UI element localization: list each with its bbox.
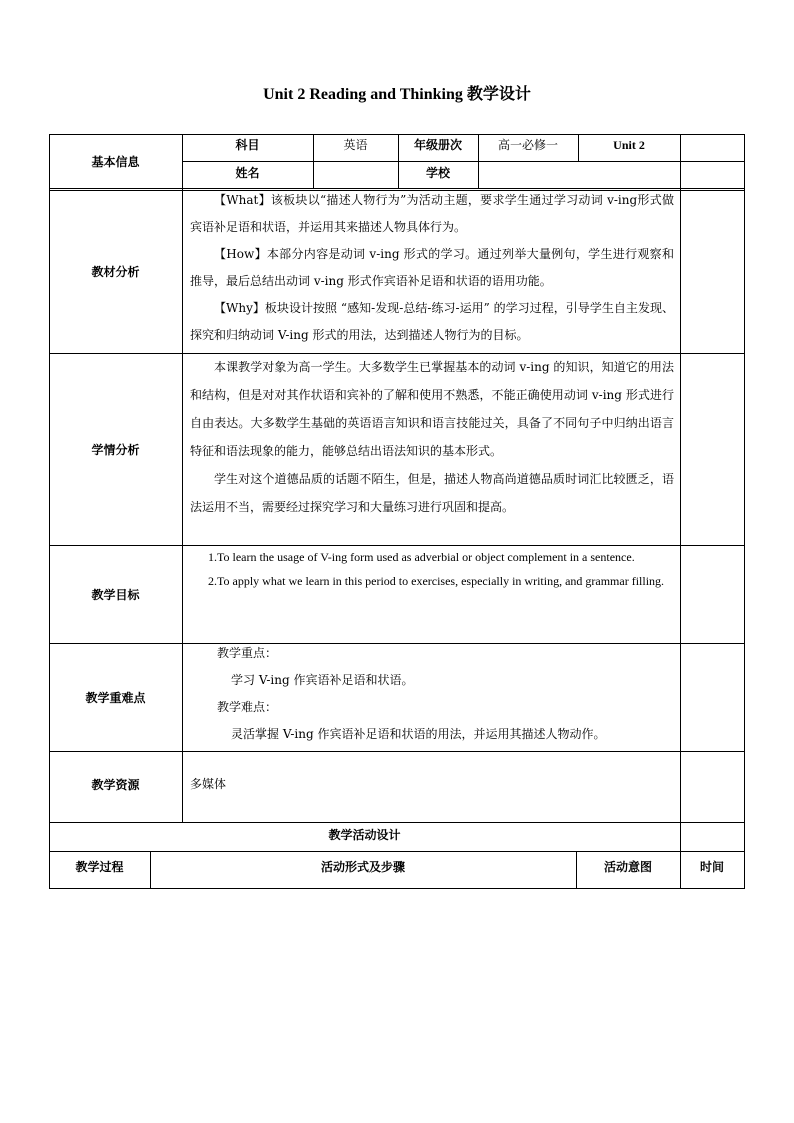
col-time: 时间 (699, 859, 724, 874)
activity-design-label: 教学活动设计 (328, 828, 401, 842)
grade-value: 高一必修一 (497, 137, 558, 152)
rule (49, 888, 745, 889)
col-steps: 活动形式及步骤 (320, 859, 405, 874)
student-analysis-label: 学情分析 (91, 442, 140, 457)
name-label: 姓名 (235, 165, 260, 180)
objective-1: 1.To learn the usage of V-ing form used as adverbial or object complement in a sentence. (208, 550, 635, 564)
unit-value: Unit 2 (613, 137, 645, 152)
analysis-why: 【Why】板块设计按照 “感知-发现-总结-练习-运用” 的学习过程，引导学生自主发现、探究和归纳动词 V-ing 形式的用法，达到描述人物行为的目标。 (190, 301, 674, 342)
textbook-analysis-label: 教材分析 (91, 265, 140, 279)
resources-label: 教学资源 (91, 778, 140, 792)
key-points-label: 教学重难点 (85, 690, 146, 705)
subject-label: 科目 (235, 137, 260, 152)
difficult-title: 教学难点： (217, 700, 278, 714)
basic-info-label: 基本信息 (91, 155, 140, 169)
rule (182, 134, 183, 822)
key-title: 教学重点： (217, 646, 278, 660)
key-points-content (190, 640, 674, 748)
difficult-text: 灵活掌握 V-ing 作宾语补足语和状语的用法，并运用其描述人物动作。 (231, 727, 606, 741)
objectives-content (190, 545, 674, 593)
analysis-what: 【What】该板块以“描述人物行为”为活动主题，要求学生通过学习动词 v-ing形式做宾语补足语和状语，并运用其来描述人物具体行为。 (190, 193, 674, 234)
objective-2: 2.To apply what we learn in this period to exercises, especially in writing, and grammar filling. (208, 574, 665, 588)
student-analysis-content (190, 353, 674, 521)
rule (744, 134, 745, 889)
grade-label: 年级册次 (413, 137, 462, 152)
student-para-2: 学生对这个道德品质的话题不陌生，但是，描述人物高尚道德品质时词汇比较匮乏，语法运用不当，需要经过探究学习和大量练习进行巩固和提高。 (190, 472, 674, 514)
page-title: Unit 2 Reading and Thinking 教学设计 (263, 86, 531, 103)
school-label: 学校 (425, 165, 450, 180)
objectives-label: 教学目标 (91, 587, 140, 602)
resources-value: 多媒体 (190, 777, 227, 791)
student-para-1: 本课教学对象为高一学生。大多数学生已掌握基本的动词 v-ing 的知识，知道它的用法和结构，但是对对其作状语和宾补的了解和使用不熟悉，不能正确使用动词 v-ing 形式进行自由表达。大多数学生基础的英语语言知识和语言技能过关，具备了不同句子中归纳出语言特征和语法现象的能力，能够总结出语法知识的基本形式。 (190, 360, 674, 458)
col-intent: 活动意图 (603, 859, 652, 874)
col-process: 教学过程 (75, 859, 124, 874)
textbook-analysis-content (190, 187, 674, 349)
rule (680, 134, 681, 889)
subject-value: 英语 (343, 137, 368, 152)
analysis-how: 【How】本部分内容是动词 v-ing 形式的学习。通过列举大量例句，学生进行观察和推导，最后总结出动词 v-ing 形式作宾语补足语和状语的语用功能。 (190, 247, 674, 288)
key-text: 学习 V-ing 作宾语补足语和状语。 (231, 673, 414, 687)
